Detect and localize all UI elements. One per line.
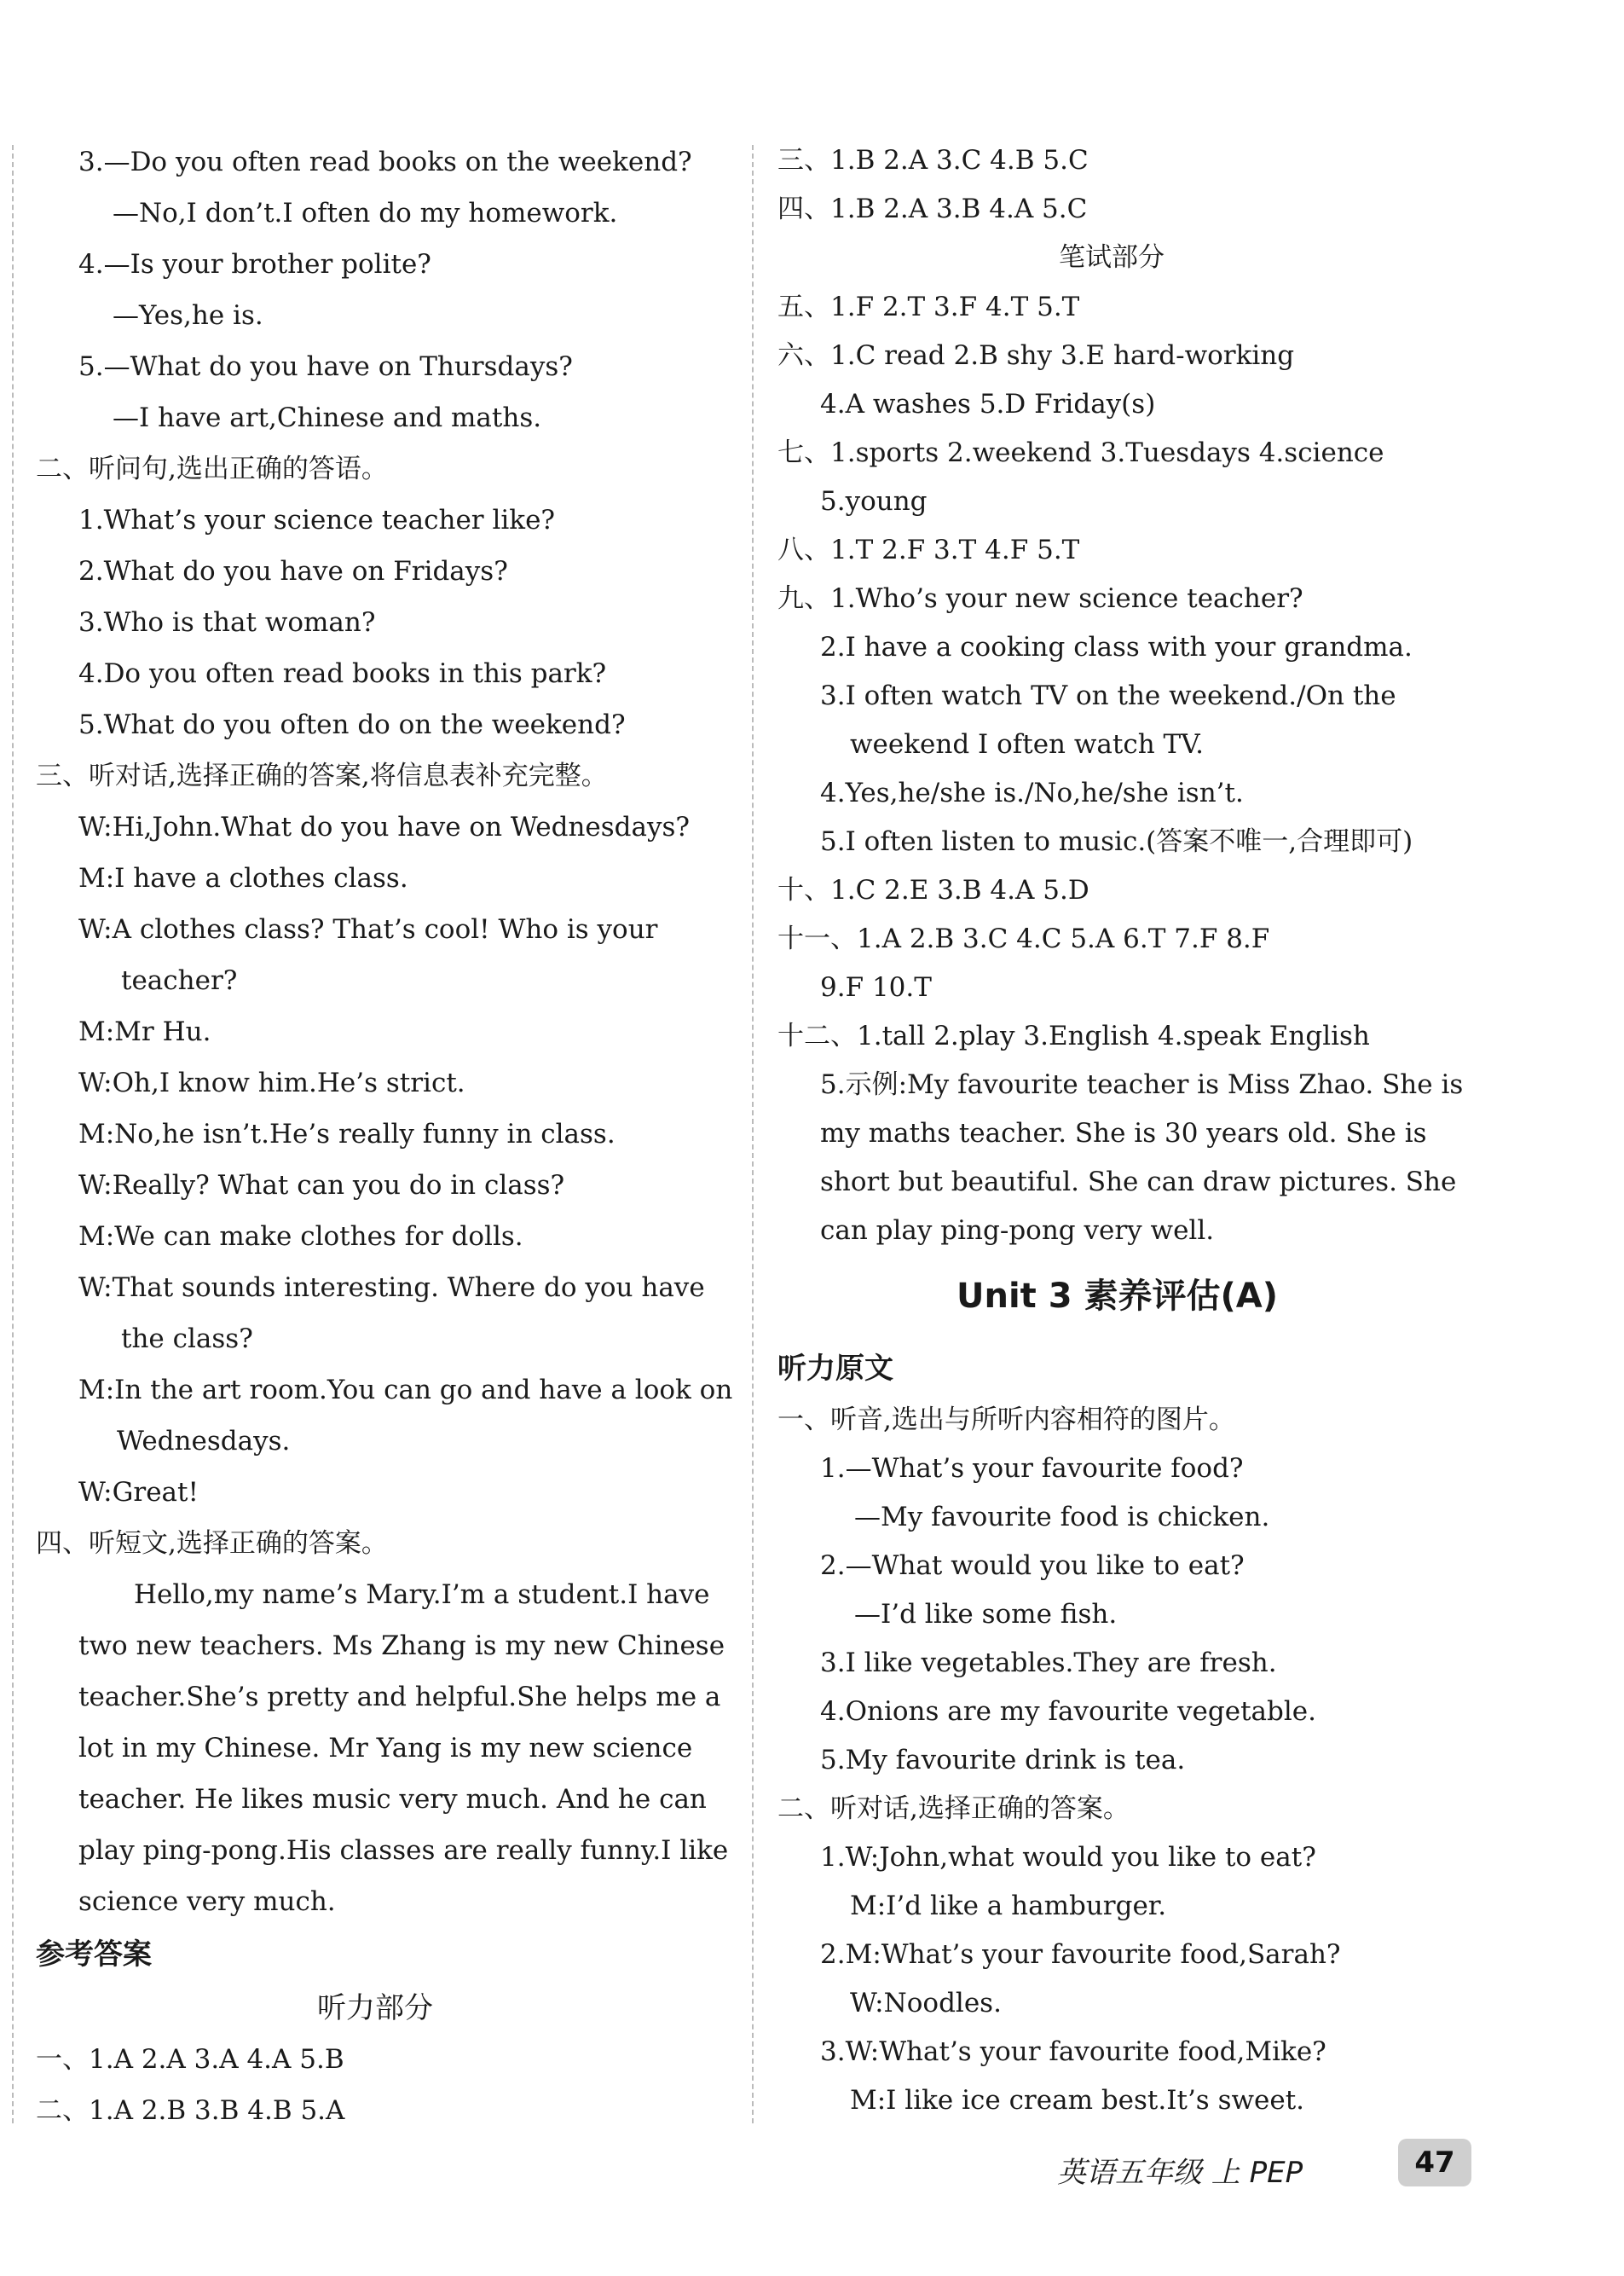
answer-line: 3.I often watch TV on the weekend./On the bbox=[820, 680, 1396, 711]
listening-part-heading: 听力部分 bbox=[317, 1991, 433, 2025]
answer-line: 二、1.A 2.B 3.B 4.B 5.A bbox=[36, 2095, 345, 2126]
page-number: 47 bbox=[1398, 2139, 1471, 2186]
answer-line: 三、1.B 2.A 3.C 4.B 5.C bbox=[777, 145, 1089, 176]
text-line: —My favourite food is chicken. bbox=[854, 1502, 1270, 1532]
answer-line: can play ping-pong very well. bbox=[820, 1215, 1215, 1246]
text-line: W:Noodles. bbox=[850, 1988, 1002, 2018]
text-line: teacher? bbox=[121, 965, 238, 996]
answer-line: 十、1.C 2.E 3.B 4.A 5.D bbox=[777, 875, 1089, 906]
text-line: 4.—Is your brother polite? bbox=[78, 249, 431, 280]
unit-title: Unit 3 素养评估(A) bbox=[956, 1277, 1278, 1316]
text-line: W:That sounds interesting. Where do you have bbox=[78, 1272, 705, 1303]
text-line: W:Great! bbox=[78, 1477, 199, 1508]
section-heading: 二、听对话,选择正确的答案。 bbox=[777, 1793, 1130, 1824]
answer-line: 十一、1.A 2.B 3.C 4.C 5.A 6.T 7.F 8.F bbox=[777, 924, 1270, 954]
listening-transcript-heading: 听力原文 bbox=[777, 1352, 893, 1386]
answer-line: 四、1.B 2.A 3.B 4.A 5.C bbox=[777, 194, 1088, 224]
answer-line: 2.I have a cooking class with your grandma. bbox=[820, 632, 1413, 663]
text-line: play ping-pong.His classes are really funny.I like bbox=[78, 1835, 729, 1866]
text-line: 1.W:John,what would you like to eat? bbox=[820, 1842, 1316, 1873]
section-heading: 四、听短文,选择正确的答案。 bbox=[36, 1528, 388, 1559]
written-part-heading: 笔试部分 bbox=[1059, 242, 1165, 273]
text-line: W:Oh,I know him.He’s strict. bbox=[78, 1068, 465, 1098]
text-line: Hello,my name’s Mary.I’m a student.I have bbox=[134, 1579, 710, 1610]
text-line: M:No,he isn’t.He’s really funny in class. bbox=[78, 1119, 616, 1150]
answer-line: 9.F 10.T bbox=[820, 972, 932, 1003]
text-line: M:I have a clothes class. bbox=[78, 863, 408, 894]
text-line: teacher.She’s pretty and helpful.She helps me a bbox=[78, 1682, 721, 1712]
text-line: —No,I don’t.I often do my homework. bbox=[113, 198, 618, 229]
section-heading: 三、听对话,选择正确的答案,将信息表补充完整。 bbox=[36, 761, 608, 791]
text-line: —I have art,Chinese and maths. bbox=[113, 402, 542, 433]
answer-line: 5.示例:My favourite teacher is Miss Zhao. She is bbox=[820, 1069, 1464, 1100]
text-line: 3.W:What’s your favourite food,Mike? bbox=[820, 2036, 1326, 2067]
book-title-footer: 英语五年级 上 PEP bbox=[1057, 2156, 1303, 2190]
answer-line: 九、1.Who’s your new science teacher? bbox=[777, 583, 1303, 614]
answer-line: 4.Yes,he/she is./No,he/she isn’t. bbox=[820, 778, 1244, 808]
text-line: teacher. He likes music very much. And he can bbox=[78, 1784, 707, 1815]
text-line: two new teachers. Ms Zhang is my new Chinese bbox=[78, 1630, 725, 1661]
right-column bbox=[777, 136, 1485, 2132]
text-line: 1.—What’s your favourite food? bbox=[820, 1453, 1244, 1484]
text-line: 4.Do you often read books in this park? bbox=[78, 658, 607, 689]
answers-heading: 参考答案 bbox=[36, 1937, 152, 1972]
answer-line: my maths teacher. She is 30 years old. She is bbox=[820, 1118, 1427, 1149]
answer-line: short but beautiful. She can draw pictures. She bbox=[820, 1167, 1457, 1197]
column-divider bbox=[752, 145, 754, 2123]
text-line: 2.What do you have on Fridays? bbox=[78, 556, 508, 587]
text-line: 5.What do you often do on the weekend? bbox=[78, 709, 626, 740]
answer-line: 5.young bbox=[820, 486, 928, 517]
text-line: 4.Onions are my favourite vegetable. bbox=[820, 1696, 1316, 1727]
text-line: M:Mr Hu. bbox=[78, 1016, 211, 1047]
text-line: 3.Who is that woman? bbox=[78, 607, 376, 638]
text-line: 3.—Do you often read books on the weekend? bbox=[78, 147, 692, 177]
answer-line: 五、1.F 2.T 3.F 4.T 5.T bbox=[777, 292, 1080, 322]
text-line: 5.—What do you have on Thursdays? bbox=[78, 351, 573, 382]
page-margin-divider bbox=[12, 145, 14, 2123]
text-line: lot in my Chinese. Mr Yang is my new science bbox=[78, 1733, 693, 1763]
answer-line: 4.A washes 5.D Friday(s) bbox=[820, 389, 1156, 420]
text-line: M:I’d like a hamburger. bbox=[850, 1891, 1167, 1921]
text-line: W:Hi,John.What do you have on Wednesdays? bbox=[78, 812, 691, 843]
left-column bbox=[36, 136, 735, 2132]
text-line: science very much. bbox=[78, 1886, 336, 1917]
section-heading: 二、听问句,选出正确的答语。 bbox=[36, 454, 388, 484]
text-line: 5.My favourite drink is tea. bbox=[820, 1745, 1186, 1775]
text-line: —Yes,he is. bbox=[113, 300, 263, 331]
answer-line: 5.I often listen to music.(答案不唯一,合理即可) bbox=[820, 826, 1413, 857]
answer-line: 十二、1.tall 2.play 3.English 4.speak English bbox=[777, 1021, 1370, 1051]
answer-line: 七、1.sports 2.weekend 3.Tuesdays 4.science bbox=[777, 437, 1384, 468]
text-line: M:We can make clothes for dolls. bbox=[78, 1221, 523, 1252]
answer-line: 八、1.T 2.F 3.T 4.F 5.T bbox=[777, 535, 1080, 565]
text-line: Wednesdays. bbox=[117, 1426, 291, 1457]
answer-line: 一、1.A 2.A 3.A 4.A 5.B bbox=[36, 2044, 344, 2075]
answer-line: 六、1.C read 2.B shy 3.E hard-working bbox=[777, 340, 1295, 371]
text-line: —I’d like some fish. bbox=[854, 1599, 1118, 1630]
text-line: W:Really? What can you do in class? bbox=[78, 1170, 565, 1201]
text-line: 1.What’s your science teacher like? bbox=[78, 505, 556, 536]
section-heading: 一、听音,选出与所听内容相符的图片。 bbox=[777, 1404, 1235, 1435]
text-line: 2.—What would you like to eat? bbox=[820, 1550, 1245, 1581]
text-line: 2.M:What’s your favourite food,Sarah? bbox=[820, 1939, 1341, 1970]
answer-line: weekend I often watch TV. bbox=[850, 729, 1205, 760]
text-line: W:A clothes class? That’s cool! Who is your bbox=[78, 914, 658, 945]
text-line: M:In the art room.You can go and have a look on bbox=[78, 1375, 733, 1405]
text-line: 3.I like vegetables.They are fresh. bbox=[820, 1648, 1277, 1678]
text-line: M:I like ice cream best.It’s sweet. bbox=[850, 2085, 1305, 2116]
text-line: the class? bbox=[121, 1323, 253, 1354]
